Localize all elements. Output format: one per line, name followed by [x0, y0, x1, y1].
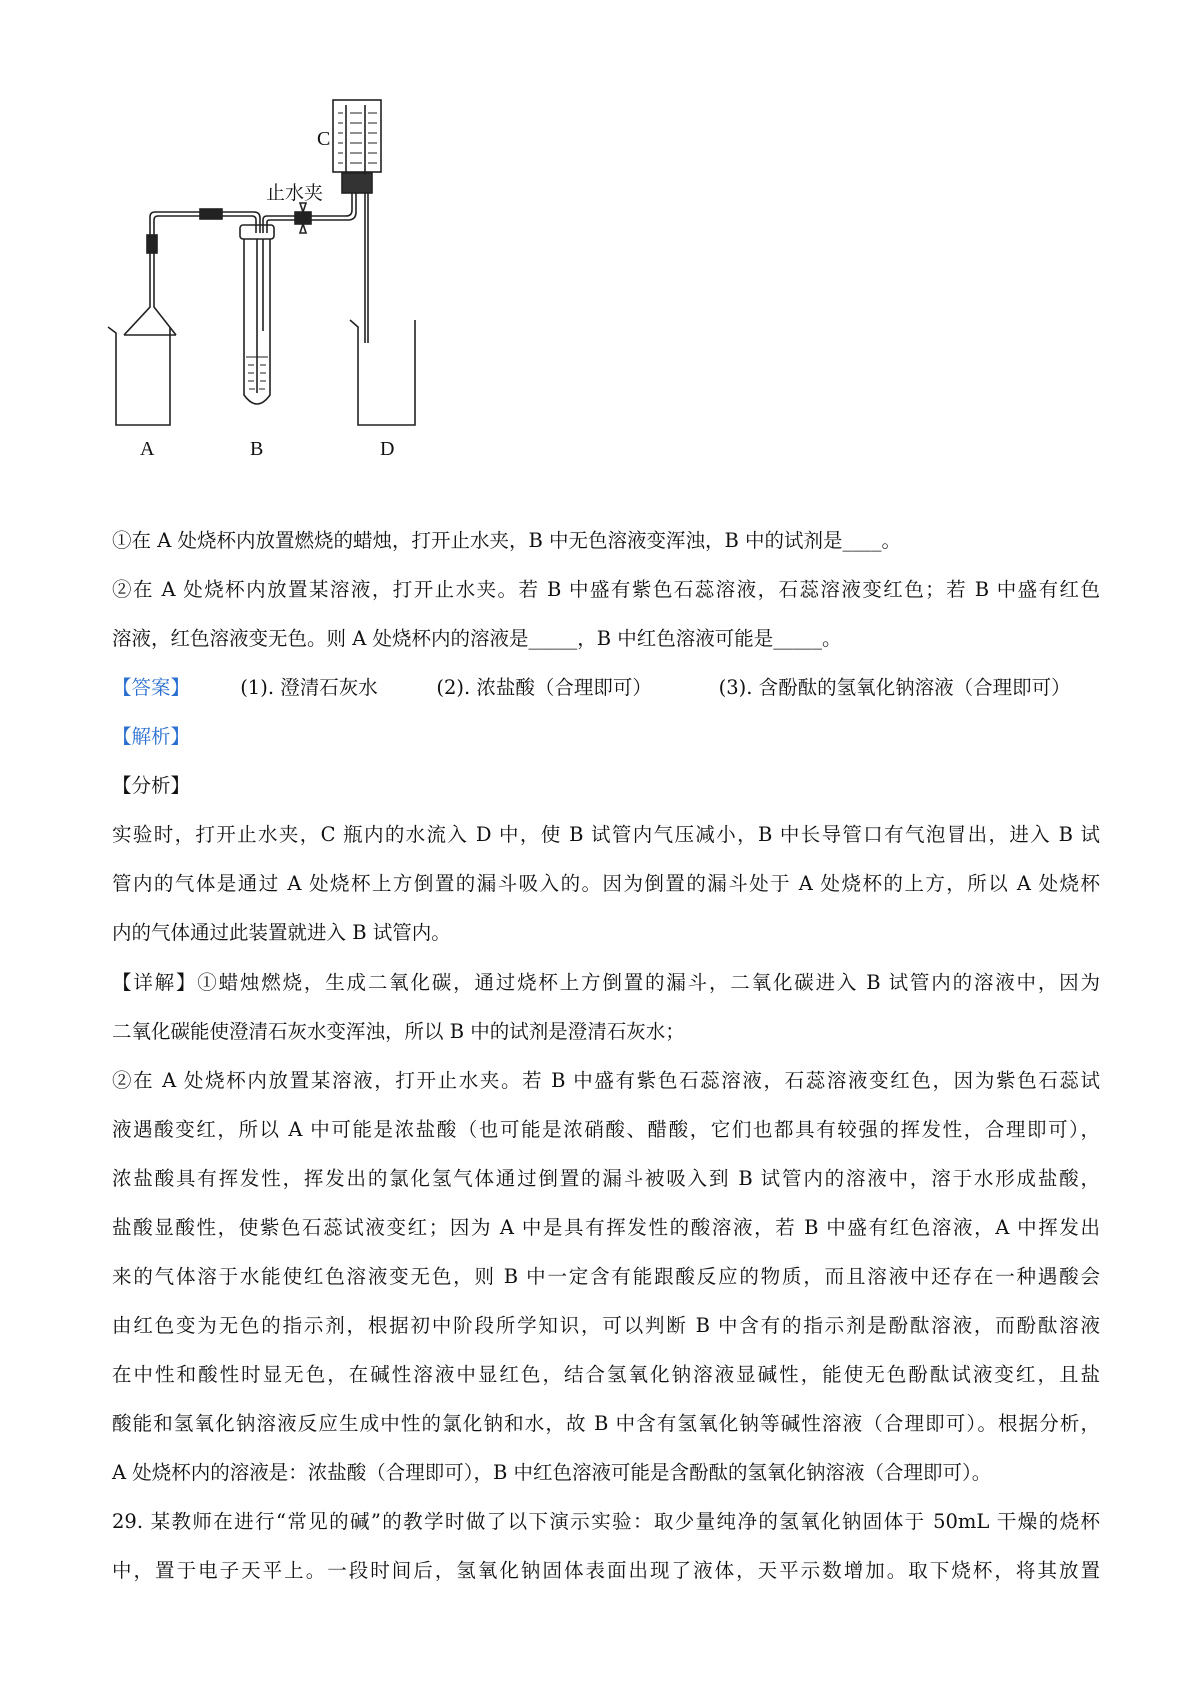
- label-clamp: 止水夹: [266, 182, 324, 204]
- detail-line-2: 二氧化碳能使澄清石灰水变浑浊，所以 B 中的试剂是澄清石灰水；: [112, 1020, 685, 1043]
- detail-line-8: 由红色变为无色的指示剂，根据初中阶段所学知识，可以判断 B 中含有的指示剂是酚酞溶液，而酚酞溶液: [112, 1314, 1100, 1337]
- detail-line-6: 盐酸显酸性，使紫色石蕊试液变红；因为 A 中是具有挥发性的酸溶液，若 B 中盛有红色溶液，A 中挥发出: [112, 1216, 1100, 1239]
- test-tube-b: [240, 225, 274, 404]
- fenxi-line-1: 实验时，打开止水夹，C 瓶内的水流入 D 中，使 B 试管内气压减小，B 中长导管口有气泡冒出，进入 B 试: [112, 823, 1100, 846]
- label-d: D: [380, 438, 395, 460]
- detail-line-3: ②在 A 处烧杯内放置某溶液，打开止水夹。若 B 中盛有紫色石蕊溶液，石蕊溶液变红色，因为紫色石蕊试: [112, 1069, 1100, 1092]
- answer-tag: 【答案】: [112, 676, 191, 699]
- fenxi-line-2: 管内的气体是通过 A 处烧杯上方倒置的漏斗吸入的。因为倒置的漏斗处于 A 处烧杯的上方，所以 A 处烧杯: [112, 872, 1100, 895]
- answer-2: (2). 浓盐酸（合理即可）: [436, 676, 652, 699]
- beaker-d: [350, 320, 415, 425]
- connecting-tube-a-b: [150, 209, 260, 235]
- beaker-a: [108, 327, 170, 425]
- detail-line-4: 液遇酸变红，所以 A 中可能是浓盐酸（也可能是浓硝酸、醋酸，它们也都具有较强的挥发性，合理即可），: [112, 1118, 1100, 1141]
- detail-line-7: 来的气体溶于水能使红色溶液变无色，则 B 中一定含有能跟酸反应的物质，而且溶液中还存在一种遇酸会: [112, 1265, 1100, 1288]
- inverted-funnel: [124, 235, 176, 335]
- answer-1: (1). 澄清石灰水: [240, 676, 378, 699]
- water-clamp: [295, 203, 311, 233]
- question-1: ①在 A 处烧杯内放置燃烧的蜡烛，打开止水夹，B 中无色溶液变浑浊，B 中的试剂是____。: [112, 529, 902, 552]
- fenxi-tag: 【分析】: [112, 774, 191, 797]
- label-c: C: [317, 128, 331, 150]
- question-2-line-2: 溶液，红色溶液变无色。则 A 处烧杯内的溶液是_____，B 中红色溶液可能是_____。: [112, 627, 842, 650]
- detail-line-11: A 处烧杯内的溶液是：浓盐酸（合理即可），B 中红色溶液可能是含酚酞的氢氧化钠溶液（合理即可）。: [112, 1461, 992, 1484]
- answer-3: (3). 含酚酞的氢氧化钠溶液（合理即可）: [718, 676, 1071, 699]
- fenxi-line-3: 内的气体通过此装置就进入 B 试管内。: [112, 921, 451, 944]
- detail-line-9: 在中性和酸性时显无色，在碱性溶液中显红色，结合氢氧化钠溶液显碱性，能使无色酚酞试液变红，且盐: [112, 1363, 1100, 1386]
- analysis-tag: 【解析】: [112, 725, 191, 748]
- detail-line-10: 酸能和氢氧化钠溶液反应生成中性的氯化钠和水，故 B 中含有氢氧化钠等碱性溶液（合理即可）。根据分析，: [112, 1412, 1100, 1435]
- question-2-line-1: ②在 A 处烧杯内放置某溶液，打开止水夹。若 B 中盛有紫色石蕊溶液，石蕊溶液变红色；若 B 中盛有红色: [112, 578, 1100, 601]
- bottle-c: [333, 100, 381, 343]
- apparatus-diagram: [100, 95, 460, 465]
- question-29-line-2: 中，置于电子天平上。一段时间后，氢氧化钠固体表面出现了液体，天平示数增加。取下烧杯，将其放置: [112, 1559, 1100, 1582]
- detail-line-5: 浓盐酸具有挥发性，挥发出的氯化氢气体通过倒置的漏斗被吸入到 B 试管内的溶液中，溶于水形成盐酸，: [112, 1167, 1100, 1190]
- question-29-line-1: 29. 某教师在进行“常见的碱”的教学时做了以下演示实验：取少量纯净的氢氧化钠固体于 50mL 干燥的烧杯: [112, 1510, 1100, 1533]
- label-a: A: [140, 438, 155, 460]
- label-b: B: [250, 438, 264, 460]
- answer-line: [112, 673, 1100, 703]
- detail-line-1: 【详解】①蜡烛燃烧，生成二氧化碳，通过烧杯上方倒置的漏斗，二氧化碳进入 B 试管内的溶液中，因为: [112, 971, 1100, 994]
